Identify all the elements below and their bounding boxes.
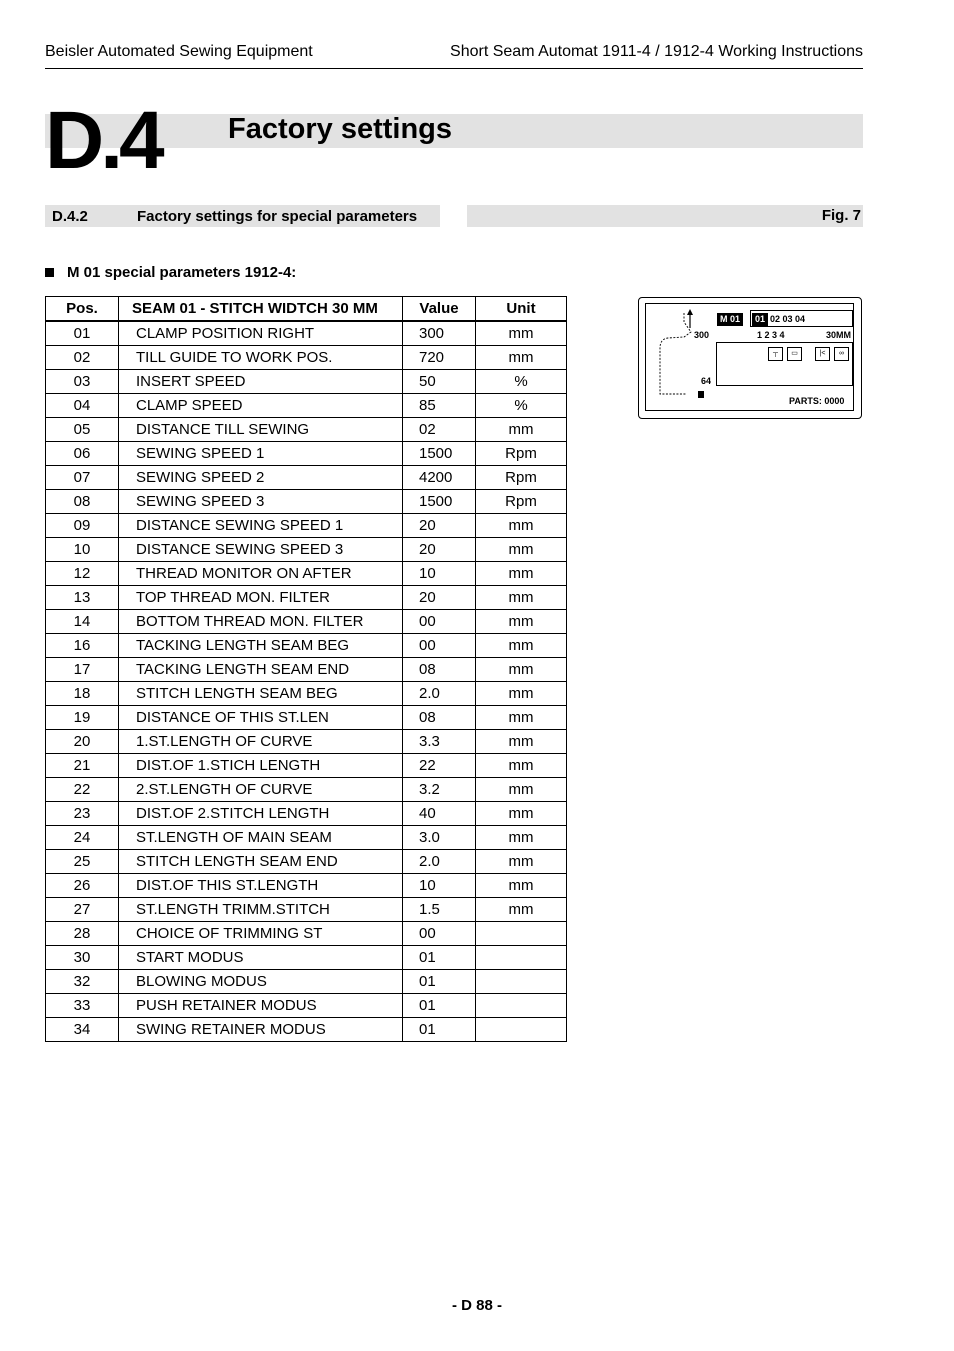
- unit-cell: mm: [476, 586, 567, 610]
- unit-cell: Rpm: [476, 442, 567, 466]
- unit-cell: %: [476, 394, 567, 418]
- table-row: [46, 514, 567, 538]
- unit-cell: mm: [476, 634, 567, 658]
- section-band-right: [467, 205, 863, 227]
- unit-cell: mm: [476, 730, 567, 754]
- value-cell: 3.0: [403, 826, 476, 850]
- value-cell: 2.0: [403, 850, 476, 874]
- description-cell: DISTANCE OF THIS ST.LEN: [119, 706, 403, 730]
- unit-cell: mm: [476, 874, 567, 898]
- pos-cell: 18: [46, 682, 119, 706]
- value-cell: 10: [403, 874, 476, 898]
- pos-cell: 12: [46, 562, 119, 586]
- pos-cell: 30: [46, 946, 119, 970]
- pos-cell: 32: [46, 970, 119, 994]
- table-body: [46, 321, 567, 1042]
- pos-cell: 22: [46, 778, 119, 802]
- pos-cell: 28: [46, 922, 119, 946]
- value-cell: 01: [403, 994, 476, 1018]
- pos-cell: 09: [46, 514, 119, 538]
- table-row: [46, 610, 567, 634]
- value-cell: 22: [403, 754, 476, 778]
- description-cell: INSERT SPEED: [119, 370, 403, 394]
- table-row: [46, 394, 567, 418]
- pos-cell: 10: [46, 538, 119, 562]
- unit-cell: %: [476, 370, 567, 394]
- display-seams-other: 02 03 04: [770, 314, 806, 324]
- display-parts-counter: PARTS: 0000: [789, 396, 845, 406]
- unit-cell: mm: [476, 802, 567, 826]
- unit-cell: mm: [476, 418, 567, 442]
- table-row: [46, 346, 567, 370]
- display-program: M 01: [717, 313, 743, 326]
- section-number: D.4.2: [52, 208, 88, 225]
- description-cell: SEWING SPEED 3: [119, 490, 403, 514]
- pos-cell: 03: [46, 370, 119, 394]
- unit-cell: [476, 922, 567, 946]
- table-row: [46, 706, 567, 730]
- unit-cell: [476, 1018, 567, 1042]
- value-cell: 1500: [403, 490, 476, 514]
- table-row: [46, 418, 567, 442]
- value-cell: 2.0: [403, 682, 476, 706]
- pos-cell: 24: [46, 826, 119, 850]
- chapter-title: Factory settings: [228, 113, 452, 145]
- value-cell: 02: [403, 418, 476, 442]
- needle-icon: ┬: [768, 347, 783, 361]
- chapter-title-band: [45, 114, 863, 148]
- table-header-row: [46, 297, 567, 322]
- table-row: [46, 874, 567, 898]
- description-cell: STITCH LENGTH SEAM BEG: [119, 682, 403, 706]
- display-screen: [645, 303, 854, 411]
- value-cell: 85: [403, 394, 476, 418]
- unit-cell: mm: [476, 514, 567, 538]
- description-cell: CHOICE OF TRIMMING ST: [119, 922, 403, 946]
- unit-cell: mm: [476, 754, 567, 778]
- pos-cell: 13: [46, 586, 119, 610]
- trim-icon: |<: [815, 347, 830, 361]
- pos-cell: 08: [46, 490, 119, 514]
- table-row: [46, 994, 567, 1018]
- pos-cell: 06: [46, 442, 119, 466]
- value-cell: 4200: [403, 466, 476, 490]
- pos-cell: 34: [46, 1018, 119, 1042]
- seam-path-icon: [646, 304, 716, 410]
- page-number: - D 88 -: [451, 1297, 502, 1314]
- value-cell: 00: [403, 922, 476, 946]
- description-cell: START MODUS: [119, 946, 403, 970]
- table-row: [46, 562, 567, 586]
- description-cell: SEWING SPEED 2: [119, 466, 403, 490]
- unit-cell: mm: [476, 898, 567, 922]
- description-cell: DISTANCE SEWING SPEED 3: [119, 538, 403, 562]
- pos-cell: 07: [46, 466, 119, 490]
- table-row: [46, 466, 567, 490]
- pos-cell: 01: [46, 321, 119, 346]
- value-cell: 20: [403, 514, 476, 538]
- parameter-table: [45, 296, 567, 1042]
- description-cell: TOP THREAD MON. FILTER: [119, 586, 403, 610]
- pos-cell: 21: [46, 754, 119, 778]
- unit-cell: mm: [476, 682, 567, 706]
- description-cell: 2.ST.LENGTH OF CURVE: [119, 778, 403, 802]
- value-cell: 720: [403, 346, 476, 370]
- description-cell: THREAD MONITOR ON AFTER: [119, 562, 403, 586]
- description-cell: CLAMP SPEED: [119, 394, 403, 418]
- display-figure: [638, 297, 862, 419]
- description-cell: DIST.OF 1.STICH LENGTH: [119, 754, 403, 778]
- description-cell: STITCH LENGTH SEAM END: [119, 850, 403, 874]
- value-cell: 01: [403, 970, 476, 994]
- pos-cell: 02: [46, 346, 119, 370]
- unit-cell: mm: [476, 562, 567, 586]
- description-cell: 1.ST.LENGTH OF CURVE: [119, 730, 403, 754]
- value-cell: 08: [403, 658, 476, 682]
- table-row: [46, 922, 567, 946]
- header-right: Short Seam Automat 1911-4 / 1912-4 Working Instructions: [450, 43, 863, 60]
- header-rule: [45, 68, 863, 69]
- thread-icon: ∞: [834, 347, 849, 361]
- pos-cell: 19: [46, 706, 119, 730]
- description-cell: DISTANCE SEWING SPEED 1: [119, 514, 403, 538]
- display-positions: 1 2 3 4: [757, 330, 785, 340]
- pos-cell: 26: [46, 874, 119, 898]
- table-row: [46, 730, 567, 754]
- unit-cell: mm: [476, 538, 567, 562]
- table-row: [46, 802, 567, 826]
- table-row: [46, 442, 567, 466]
- unit-cell: Rpm: [476, 466, 567, 490]
- pos-cell: 23: [46, 802, 119, 826]
- value-cell: 10: [403, 562, 476, 586]
- description-cell: TACKING LENGTH SEAM END: [119, 658, 403, 682]
- description-cell: DIST.OF THIS ST.LENGTH: [119, 874, 403, 898]
- pos-cell: 04: [46, 394, 119, 418]
- table-row: [46, 370, 567, 394]
- unit-cell: [476, 970, 567, 994]
- description-cell: SEWING SPEED 1: [119, 442, 403, 466]
- pos-cell: 25: [46, 850, 119, 874]
- description-cell: PUSH RETAINER MODUS: [119, 994, 403, 1018]
- pos-cell: 27: [46, 898, 119, 922]
- unit-cell: mm: [476, 658, 567, 682]
- table-row: [46, 1018, 567, 1042]
- unit-cell: [476, 946, 567, 970]
- pos-cell: 16: [46, 634, 119, 658]
- display-info-box: [716, 342, 853, 386]
- unit-cell: mm: [476, 706, 567, 730]
- pos-cell: 05: [46, 418, 119, 442]
- figure-label: Fig. 7: [821, 207, 861, 224]
- value-cell: 00: [403, 610, 476, 634]
- unit-cell: mm: [476, 778, 567, 802]
- col-header-value: Value: [403, 297, 476, 322]
- description-cell: BOTTOM THREAD MON. FILTER: [119, 610, 403, 634]
- display-top-value: 300: [694, 330, 710, 340]
- table-row: [46, 658, 567, 682]
- table-row: [46, 586, 567, 610]
- description-cell: DIST.OF 2.STITCH LENGTH: [119, 802, 403, 826]
- table-row: [46, 682, 567, 706]
- description-cell: DISTANCE TILL SEWING: [119, 418, 403, 442]
- display-width: 30MM: [826, 330, 852, 340]
- unit-cell: mm: [476, 321, 567, 346]
- description-cell: ST.LENGTH TRIMM.STITCH: [119, 898, 403, 922]
- value-cell: 20: [403, 538, 476, 562]
- table-row: [46, 850, 567, 874]
- col-header-description: SEAM 01 - STITCH WIDTCH 30 MM: [119, 297, 403, 322]
- value-cell: 300: [403, 321, 476, 346]
- table-row: [46, 946, 567, 970]
- display-seam-selected: 01: [752, 313, 768, 326]
- table-row: [46, 321, 567, 346]
- table-row: [46, 826, 567, 850]
- header-left: Beisler Automated Sewing Equipment: [45, 43, 313, 60]
- unit-cell: mm: [476, 850, 567, 874]
- table-row: [46, 970, 567, 994]
- table-row: [46, 490, 567, 514]
- unit-cell: [476, 994, 567, 1018]
- pos-cell: 33: [46, 994, 119, 1018]
- unit-cell: mm: [476, 826, 567, 850]
- unit-cell: mm: [476, 346, 567, 370]
- value-cell: 01: [403, 1018, 476, 1042]
- description-cell: TACKING LENGTH SEAM BEG: [119, 634, 403, 658]
- value-cell: 50: [403, 370, 476, 394]
- table-row: [46, 754, 567, 778]
- bullet-heading: M 01 special parameters 1912-4:: [67, 264, 297, 281]
- description-cell: BLOWING MODUS: [119, 970, 403, 994]
- value-cell: 00: [403, 634, 476, 658]
- presser-foot-icon: ▭: [787, 347, 802, 361]
- col-header-unit: Unit: [476, 297, 567, 322]
- table-row: [46, 778, 567, 802]
- value-cell: 3.2: [403, 778, 476, 802]
- pos-cell: 20: [46, 730, 119, 754]
- table-row: [46, 898, 567, 922]
- unit-cell: Rpm: [476, 490, 567, 514]
- value-cell: 1500: [403, 442, 476, 466]
- pos-cell: 14: [46, 610, 119, 634]
- table-row: [46, 634, 567, 658]
- bullet-square-icon: [45, 268, 54, 277]
- display-bottom-value: 64: [701, 376, 712, 386]
- description-cell: ST.LENGTH OF MAIN SEAM: [119, 826, 403, 850]
- col-header-pos: Pos.: [46, 297, 119, 322]
- pos-cell: 17: [46, 658, 119, 682]
- chapter-number: D.4: [45, 95, 161, 186]
- value-cell: 08: [403, 706, 476, 730]
- value-cell: 1.5: [403, 898, 476, 922]
- value-cell: 40: [403, 802, 476, 826]
- value-cell: 01: [403, 946, 476, 970]
- description-cell: TILL GUIDE TO WORK POS.: [119, 346, 403, 370]
- section-title: Factory settings for special parameters: [137, 208, 418, 225]
- description-cell: CLAMP POSITION RIGHT: [119, 321, 403, 346]
- value-cell: 3.3: [403, 730, 476, 754]
- table-row: [46, 538, 567, 562]
- description-cell: SWING RETAINER MODUS: [119, 1018, 403, 1042]
- unit-cell: mm: [476, 610, 567, 634]
- value-cell: 20: [403, 586, 476, 610]
